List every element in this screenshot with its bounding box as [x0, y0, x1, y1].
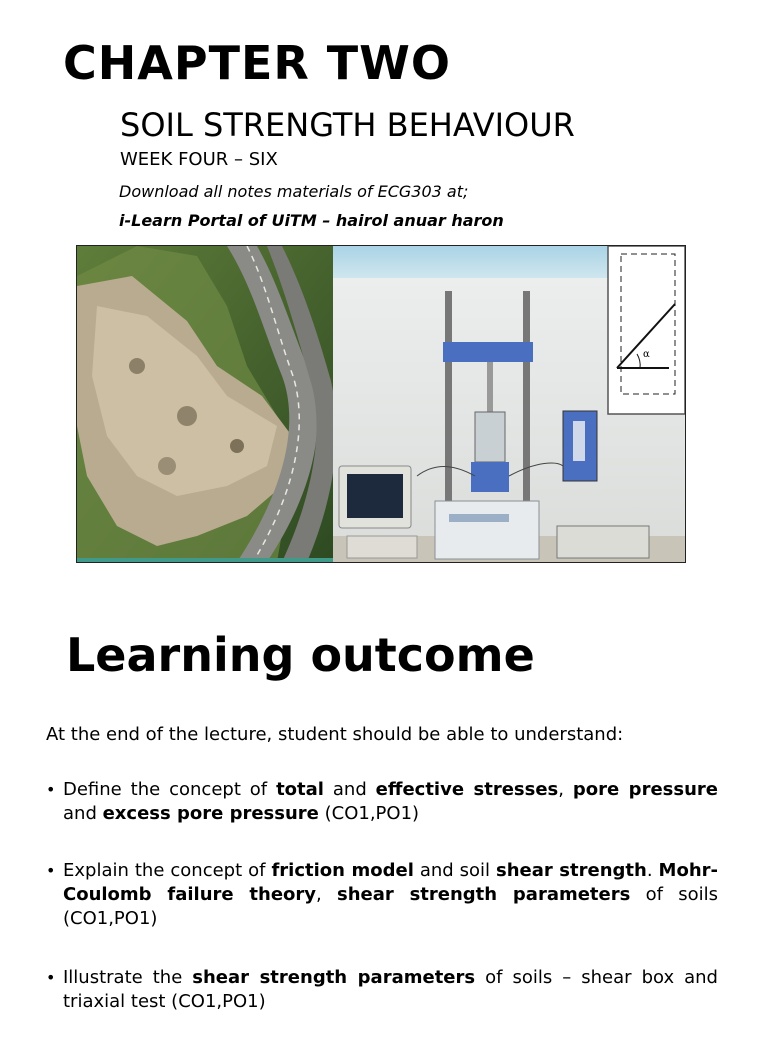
outcome-keyword: Mohr-Coulomb failure theory: [63, 860, 718, 905]
chapter-title: CHAPTER TWO: [63, 36, 452, 90]
week-range: WEEK FOUR – SIX: [120, 149, 278, 170]
header-photo: [76, 245, 686, 563]
section-intro: At the end of the lecture, student should be able to understand:: [46, 724, 624, 745]
outcome-text: ,: [316, 884, 338, 905]
outcome-text: and: [323, 779, 376, 800]
angle-label: α: [643, 349, 650, 360]
bullet-icon: •: [46, 861, 56, 880]
outcome-text: of soils (CO1,PO1): [63, 884, 718, 929]
landslide-photo: [77, 246, 336, 562]
outcome-text: and: [63, 803, 103, 824]
outcome-keyword: shear strength parameters: [192, 967, 476, 988]
outcome-text: ,: [558, 779, 573, 800]
outcome-keyword: pore pressure: [572, 779, 718, 800]
outcome-keyword: friction model: [271, 860, 414, 881]
bullet-icon: •: [46, 780, 56, 799]
outcome-keyword: shear strength: [496, 860, 647, 881]
outcome-text: and soil: [413, 860, 497, 881]
outcome-text: (CO1,PO1): [318, 803, 420, 824]
outcome-text: .: [646, 860, 659, 881]
chapter-subtitle: SOIL STRENGTH BEHAVIOUR: [120, 106, 575, 144]
outcome-keyword: effective stresses: [375, 779, 559, 800]
outcome-text: Illustrate the: [63, 967, 193, 988]
outcome-text: Explain the concept of: [63, 860, 272, 881]
photo-illustration: [77, 246, 685, 562]
failure-plane-sketch: [608, 246, 685, 414]
outcome-text: of soils – shear box and triaxial test (CO1,PO1): [63, 967, 718, 1012]
outcome-keyword: total: [276, 779, 324, 800]
download-note: Download all notes materials of ECG303 at;: [119, 182, 469, 201]
outcome-keyword: shear strength parameters: [337, 884, 631, 905]
learning-outcome-item: [46, 966, 718, 1014]
bullet-icon: •: [46, 968, 56, 987]
learning-outcome-item: [46, 859, 718, 931]
outcome-keyword: excess pore pressure: [102, 803, 319, 824]
outcome-text: Define the concept of: [63, 779, 277, 800]
learning-outcome-item: [46, 778, 718, 826]
section-title: Learning outcome: [66, 628, 535, 682]
portal-note: i-Learn Portal of UiTM – hairol anuar haron: [119, 211, 504, 230]
learning-outcomes-list: [46, 778, 718, 1047]
